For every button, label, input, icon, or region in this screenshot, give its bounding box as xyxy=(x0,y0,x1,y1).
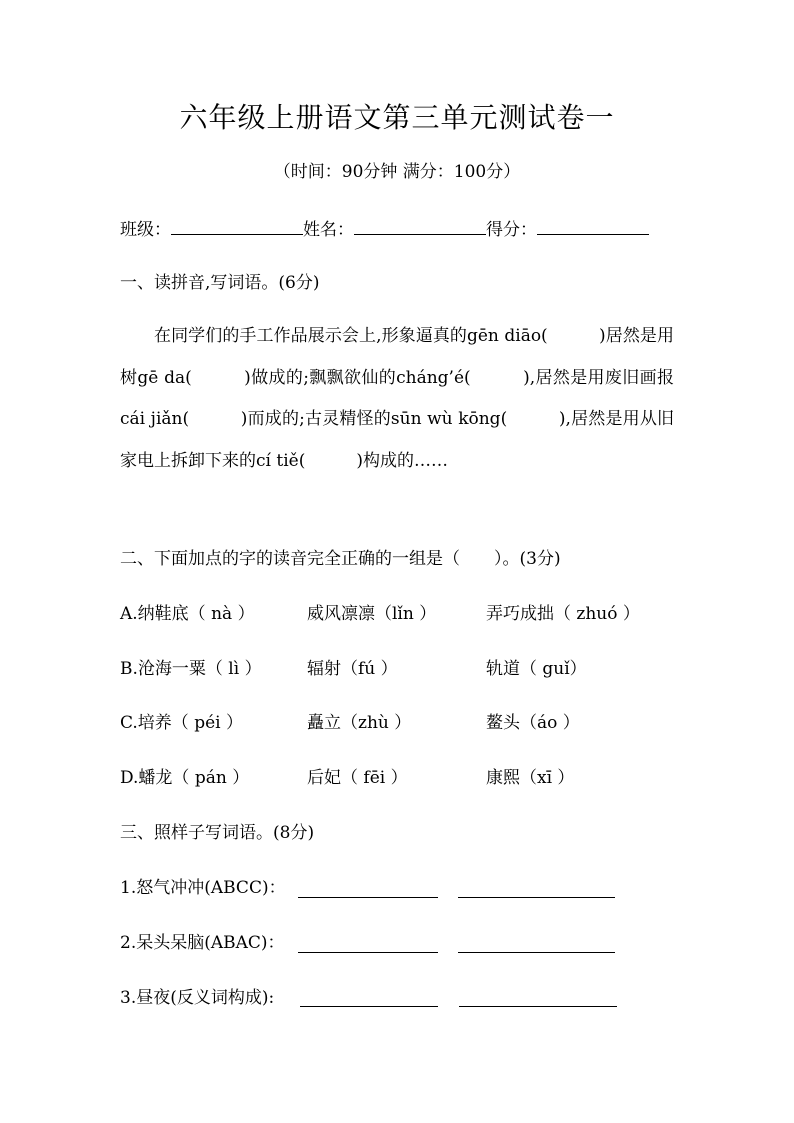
class-label: 班级： xyxy=(120,220,171,240)
name-label: 姓名： xyxy=(303,220,354,240)
section3-heading: 三、照样子写词语。(8分) xyxy=(120,823,315,843)
section3-item2-blank1[interactable] xyxy=(298,952,438,953)
option-a-item1: A.纳鞋底（ nà ） xyxy=(120,604,255,624)
section3-item1-label: 1.怒气冲冲(ABCC)： xyxy=(120,878,286,898)
exam-subtitle: （时间：90分钟 满分：100分） xyxy=(273,162,521,182)
option-d-item1: D.蟠龙（ pán ） xyxy=(120,768,250,788)
option-c-item2: 矗立（zhù ） xyxy=(307,713,412,733)
option-a-item2: 威风凛凛（lǐn ） xyxy=(307,604,437,624)
section2-heading: 二、下面加点的字的读音完全正确的一组是（ ）。(3分) xyxy=(120,549,561,569)
option-c-item3: 鳌头（áo ） xyxy=(486,713,580,733)
score-field[interactable] xyxy=(537,218,649,235)
score-label: 得分： xyxy=(486,220,537,240)
option-d-item2: 后妃（ fēi ） xyxy=(307,768,408,788)
class-field[interactable] xyxy=(171,218,303,235)
section1-paragraph: 在同学们的手工作品展示会上,形象逼真的gēn diāo( )居然是用树gē da( )做成的;飘飘欲仙的cháng’é( ),居然是用废旧画报cái jiǎn( )而成的;古灵精怪的sūn wù kōng( ),居然是用从旧家电上拆卸下来的cí tiě( )构成的…… xyxy=(120,326,674,471)
option-d-item3: 康熙（xī ） xyxy=(486,768,575,788)
option-b-item1: B.沧海一粟（ lì ） xyxy=(120,659,262,679)
student-info-line xyxy=(120,218,649,241)
page-title: 六年级上册语文第三单元测试卷一 xyxy=(179,101,615,134)
section3-item3-blank2[interactable] xyxy=(459,1006,617,1007)
option-a-item3: 弄巧成拙（ zhuó ） xyxy=(486,604,640,624)
section1-heading: 一、读拼音,写词语。(6分) xyxy=(120,273,320,293)
option-b-item2: 辐射（fú ） xyxy=(307,659,398,679)
section3-item2-blank2[interactable] xyxy=(458,952,615,953)
section3-item3-blank1[interactable] xyxy=(300,1006,438,1007)
section3-item3-label: 3.昼夜(反义词构成): xyxy=(120,988,275,1008)
option-c-item1: C.培养（ péi ） xyxy=(120,713,243,733)
section3-item2-label: 2.呆头呆脑(ABAC)： xyxy=(120,933,285,953)
option-b-item3: 轨道（ guǐ） xyxy=(486,659,587,679)
section3-item1-blank2[interactable] xyxy=(458,897,615,898)
section3-item1-blank1[interactable] xyxy=(298,897,438,898)
name-field[interactable] xyxy=(354,218,486,235)
